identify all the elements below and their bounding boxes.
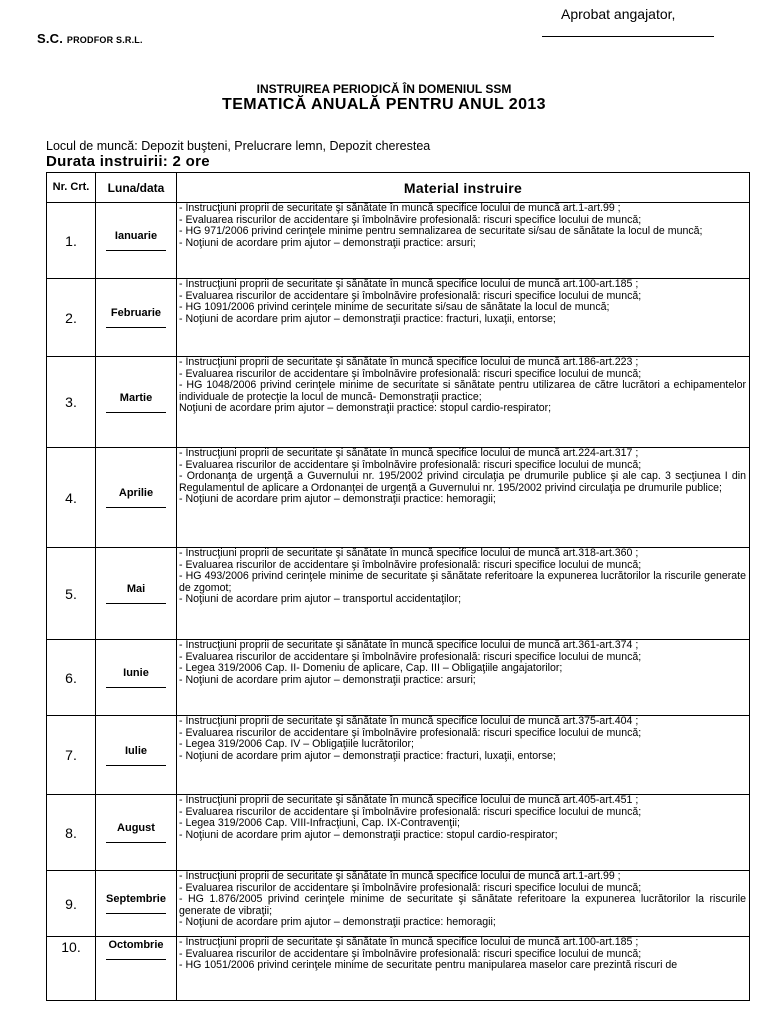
row-number: 3. <box>47 357 96 448</box>
material-item: - Legea 319/2006 Cap. VIII-Infracţiuni, Cap. IX-Contravenţii; <box>179 817 460 829</box>
material-item: - Evaluarea riscurilor de accidentare şi îmbolnăvire profesională: riscuri specifice locului de muncă; <box>179 458 642 471</box>
table-row <box>47 640 750 716</box>
material-item: - Instrucţiuni proprii de securitate şi sănătate în muncă specifice locului de muncă art.1-art.99 ; <box>179 202 621 214</box>
header-material: Material instruire <box>177 173 750 203</box>
date-blank-line <box>106 327 166 328</box>
material-item: - Ordonanţa de urgenţă a Guvernului nr. 195/2002 privind circulaţia pe drumurile publice şi ale cap. 3 secţiunea I din Regulamentul de aplicare a Ordonanţei de urgenţă a Guvernului nr. 195/2002 privind circulaţia pe drumurile publice; <box>179 470 746 494</box>
row-material-cell <box>177 203 750 279</box>
material-item: - Instrucţiuni proprii de securitate şi sănătate în muncă specifice locului de muncă art.361-art.374 ; <box>179 639 639 651</box>
date-blank-line <box>106 603 166 604</box>
row-material-cell <box>177 795 750 871</box>
material-item: - Instrucţiuni proprii de securitate şi sănătate în muncă specifice locului de muncă art.405-art.451 ; <box>179 794 639 806</box>
material-item: - Instrucţiuni proprii de securitate şi sănătate în muncă specifice locului de muncă art.318-art.360 ; <box>179 547 639 559</box>
material-item: - Evaluarea riscurilor de accidentare şi îmbolnăvire profesională: riscuri specifice locului de muncă; <box>179 213 642 226</box>
material-item: Noţiuni de acordare prim ajutor – demonstraţii practice: stopul cardio-respirator; <box>179 402 552 414</box>
row-number: 7. <box>47 716 96 795</box>
material-item: - Noţiuni de acordare prim ajutor – demonstraţii practice: arsuri; <box>179 673 476 686</box>
row-number: 5. <box>47 548 96 640</box>
row-material-cell <box>177 937 750 1001</box>
date-blank-line <box>106 412 166 413</box>
row-material-cell <box>177 279 750 357</box>
table-row <box>47 795 750 871</box>
row-month-cell <box>96 548 177 640</box>
month-label: Ianuarie <box>114 230 158 242</box>
date-blank-line <box>106 687 166 688</box>
material-item: - Instrucţiuni proprii de securitate şi sănătate în muncă specifice locului de muncă art.100-art.185 ; <box>179 278 639 290</box>
row-material-cell <box>177 640 750 716</box>
approval-block <box>540 6 720 37</box>
date-blank-line <box>106 842 166 843</box>
month-label: Iulie <box>124 744 147 757</box>
table-row <box>47 357 750 448</box>
month-label: Aprilie <box>118 487 154 499</box>
row-month-cell <box>96 357 177 448</box>
document-title-line1: INSTRUIREA PERIODICĂ ÎN DOMENIUL SSM <box>256 82 512 96</box>
row-month-cell <box>96 203 177 279</box>
row-number: 4. <box>47 448 96 548</box>
row-number: 2. <box>47 279 96 357</box>
month-label: Martie <box>119 391 153 404</box>
material-item: - HG 1.876/2005 privind cerinţele minime de securitate şi sănătate referitoare la expunerea lucrătorilor la riscurile generate de vibraţii; <box>179 893 746 917</box>
document-title-line2: TEMATICĂ ANUALĂ PENTRU ANUL 2013 <box>222 96 546 113</box>
date-blank-line <box>106 507 166 508</box>
material-item: - HG 493/2006 privind cerinţele minime de securitate şi sănătate referitoare la expunerea lucrătorilor la riscurile generate de zgomot; <box>179 570 746 594</box>
material-item: - HG 1051/2006 privind cerinţele minime de securitate pentru manipularea maselor care prezintă riscuri de <box>179 959 678 971</box>
company-name-text: PRODFOR S.R.L. <box>66 35 143 45</box>
row-month-cell <box>96 937 177 1001</box>
material-item: - Evaluarea riscurilor de accidentare şi îmbolnăvire profesională: riscuri specifice locului de muncă; <box>179 881 642 894</box>
row-material-cell <box>177 716 750 795</box>
table-row <box>47 448 750 548</box>
row-month-cell <box>96 279 177 357</box>
material-item: - Evaluarea riscurilor de accidentare şi îmbolnăvire profesională: riscuri specifice locului de muncă; <box>179 650 642 663</box>
row-month-cell <box>96 448 177 548</box>
material-item: - Noţiuni de acordare prim ajutor – demonstraţii practice: hemoragii; <box>179 493 496 505</box>
material-item: - HG 971/2006 privind cerinţele minime pentru semnalizarea de securitate si/sau de sănătate la locul de muncă; <box>179 225 703 237</box>
material-item: - Legea 319/2006 Cap. II- Domeniu de aplicare, Cap. III – Obligaţiile angajatorilor; <box>179 662 563 674</box>
material-item: - HG 1091/2006 privind cerinţele minime de securitate si/sau de sănătate la locul de muncă; <box>179 301 610 313</box>
table-row <box>47 203 750 279</box>
month-label: August <box>117 822 155 834</box>
row-material-cell <box>177 448 750 548</box>
material-item: - HG 1048/2006 privind cerinţele minime de securitate si sănătate pentru utilizarea de către lucrători a echipamentelor individuale de protecţie la locul de muncă- Demonstraţii practice; <box>179 379 746 403</box>
row-number: 8. <box>47 795 96 871</box>
row-material-cell <box>177 548 750 640</box>
row-number: 1. <box>47 203 96 279</box>
row-month-cell <box>96 640 177 716</box>
duration-text: Durata instruirii: 2 ore <box>46 153 210 170</box>
company-prefix: S.C. <box>37 31 64 46</box>
date-blank-line <box>106 250 166 251</box>
material-item: - Noţiuni de acordare prim ajutor – demonstraţii practice: fracturi, luxaţii, entorse; <box>179 312 556 325</box>
material-item: - Legea 319/2006 Cap. IV – Obligaţiile lucrătorilor; <box>179 738 414 750</box>
material-item: - Instrucţiuni proprii de securitate şi sănătate în muncă specifice locului de muncă art.1-art.99 ; <box>179 870 621 882</box>
material-item: - Instrucţiuni proprii de securitate şi sănătate în muncă specifice locului de muncă art.224-art.317 ; <box>179 447 639 459</box>
month-label: Februarie <box>110 307 162 319</box>
row-material-cell <box>177 357 750 448</box>
month-label: Octombrie <box>108 939 164 951</box>
material-item: - Noţiuni de acordare prim ajutor – demonstraţii practice: stopul cardio-respirator; <box>179 828 558 841</box>
date-blank-line <box>106 959 166 960</box>
month-label: Mai <box>126 583 146 595</box>
table-row <box>47 937 750 1001</box>
material-item: - Evaluarea riscurilor de accidentare şi îmbolnăvire profesională: riscuri specifice locului de muncă; <box>179 726 642 739</box>
row-month-cell <box>96 795 177 871</box>
material-item: - Noţiuni de acordare prim ajutor – demonstraţii practice: arsuri; <box>179 236 476 249</box>
material-item: - Evaluarea riscurilor de accidentare şi îmbolnăvire profesională: riscuri specifice locului de muncă; <box>179 947 642 960</box>
material-item: - Noţiuni de acordare prim ajutor – demonstraţii practice: fracturi, luxaţii, entorse; <box>179 749 556 762</box>
approval-label: Aprobat angajator, <box>561 6 676 22</box>
material-item: - Instrucţiuni proprii de securitate şi sănătate în muncă specifice locului de muncă art.100-art.185 ; <box>179 936 639 948</box>
row-number: 6. <box>47 640 96 716</box>
material-item: - Evaluarea riscurilor de accidentare şi îmbolnăvire profesională: riscuri specifice locului de muncă; <box>179 367 642 380</box>
material-item: - Instrucţiuni proprii de securitate şi sănătate în muncă specifice locului de muncă art.375-art.404 ; <box>179 715 639 727</box>
row-number: 9. <box>47 871 96 937</box>
date-blank-line <box>106 765 166 766</box>
material-item: - Evaluarea riscurilor de accidentare şi îmbolnăvire profesională: riscuri specifice locului de muncă; <box>179 289 642 302</box>
company-name <box>37 31 143 46</box>
approval-signature-line <box>542 36 714 37</box>
month-label: Iunie <box>123 667 149 679</box>
table-row <box>47 548 750 640</box>
row-month-cell <box>96 871 177 937</box>
training-table <box>46 172 750 1001</box>
material-item: - Instrucţiuni proprii de securitate şi sănătate în muncă specifice locului de muncă art.186-art.223 ; <box>179 356 639 368</box>
header-month: Luna/data <box>96 173 177 203</box>
material-item: - Evaluarea riscurilor de accidentare şi îmbolnăvire profesională: riscuri specifice locului de muncă; <box>179 558 642 571</box>
material-item: - Noţiuni de acordare prim ajutor – demonstraţii practice: hemoragii; <box>179 916 496 928</box>
table-header-row <box>47 173 750 203</box>
date-blank-line <box>106 913 166 914</box>
material-item: - Evaluarea riscurilor de accidentare şi îmbolnăvire profesională: riscuri specifice locului de muncă; <box>179 805 642 818</box>
material-item: - Noţiuni de acordare prim ajutor – transportul accidentaţilor; <box>179 593 462 605</box>
month-label: Septembrie <box>106 893 166 905</box>
row-material-cell <box>177 871 750 937</box>
header-nr: Nr. Crt. <box>47 173 96 203</box>
table-row <box>47 716 750 795</box>
workplace-text: Locul de muncă: Depozit buşteni, Prelucrare lemn, Depozit cherestea <box>46 139 431 153</box>
table-row <box>47 279 750 357</box>
row-number: 10. <box>47 937 96 1001</box>
table-row <box>47 871 750 937</box>
row-month-cell <box>96 716 177 795</box>
